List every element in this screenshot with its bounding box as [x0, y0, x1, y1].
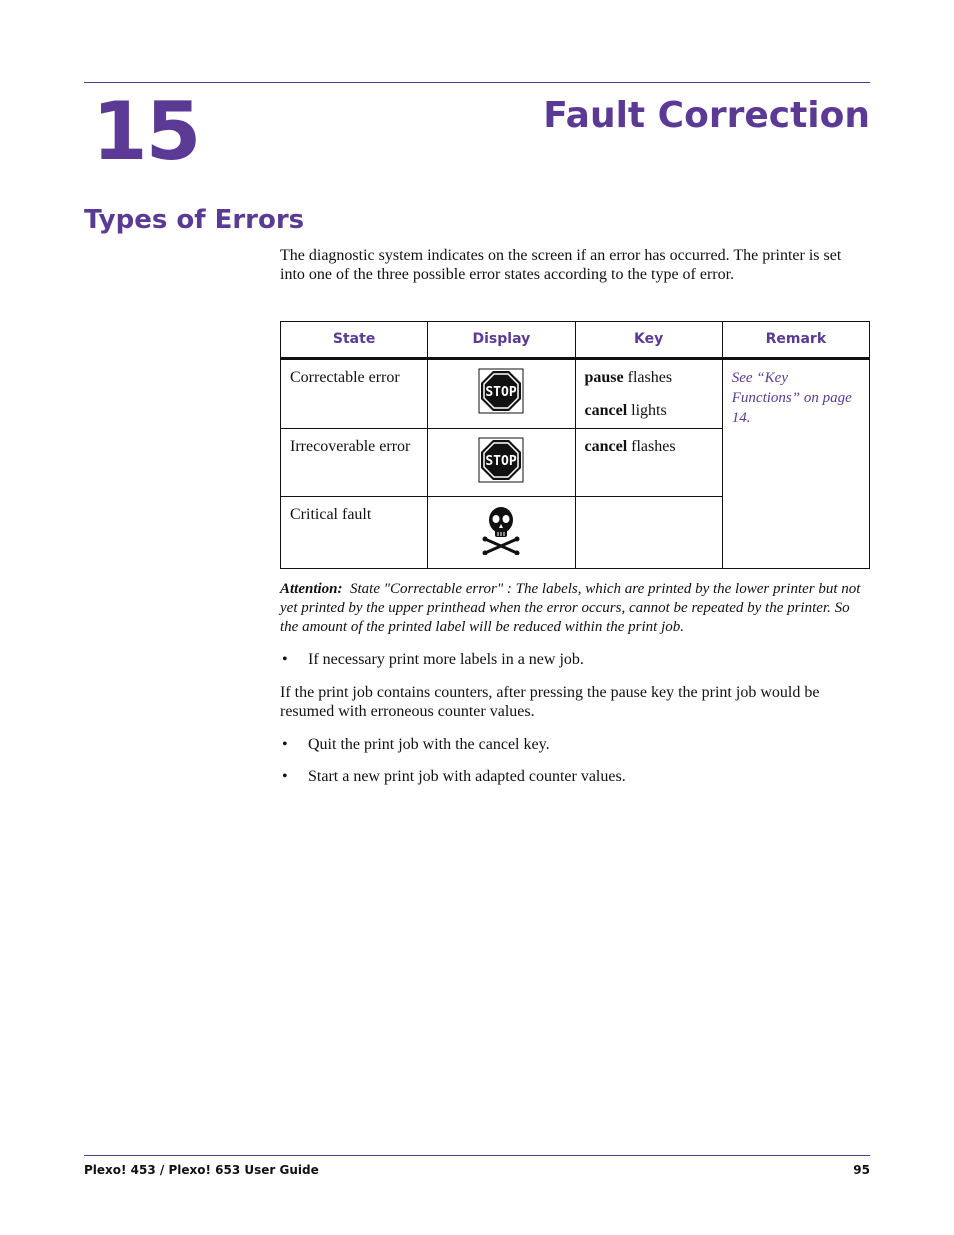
- display-cell: [428, 497, 575, 569]
- key-name: cancel: [584, 438, 628, 455]
- stop-sign-icon: [478, 368, 524, 414]
- remark-cell: [722, 359, 869, 569]
- chapter-number: 15: [92, 85, 200, 178]
- table-header-row: [281, 322, 870, 359]
- stop-label: STOP: [485, 385, 518, 400]
- section-title: Types of Errors: [84, 205, 305, 235]
- attention-text: State "Correctable error" : The labels, which are printed by the lower printer but not yet printed by the upper printhead when the error occurs, cannot be repeated by the printer. So the amount of the printed label will be reduced within the print job.: [280, 581, 861, 635]
- column-header-display: Display: [428, 322, 575, 359]
- key-line: [585, 401, 713, 420]
- key-name: pause: [584, 369, 624, 386]
- column-header-remark: Remark: [722, 322, 869, 359]
- stop-label: STOP: [485, 454, 518, 469]
- bullet-marker: •: [282, 651, 288, 668]
- remark-link[interactable]: See “Key Functions” on page 14.: [731, 370, 852, 426]
- key-name: cancel: [584, 402, 628, 419]
- chapter-title: Fault Correction: [543, 95, 870, 136]
- display-cell: [428, 429, 575, 497]
- stop-sign-icon: [478, 437, 524, 483]
- list-item: If necessary print more labels in a new job.: [308, 651, 584, 668]
- key-action: flashes: [627, 438, 676, 455]
- attention-label: Attention:: [280, 581, 343, 597]
- key-cell: [575, 497, 722, 569]
- skull-crossbones-icon: [481, 505, 521, 555]
- error-states-table: [280, 321, 870, 569]
- key-action: lights: [627, 402, 667, 419]
- key-cell: [575, 429, 722, 497]
- state-cell: Critical fault: [281, 497, 428, 569]
- list-item: Start a new print job with adapted counter values.: [308, 768, 626, 785]
- counter-paragraph: If the print job contains counters, after pressing the pause key the print job would be resumed with erroneous counter values.: [280, 684, 820, 720]
- column-header-state: State: [281, 322, 428, 359]
- bullet-marker: •: [282, 768, 288, 785]
- bullet-marker: •: [282, 736, 288, 753]
- footer-rule: [84, 1155, 870, 1156]
- key-line: [585, 368, 713, 387]
- attention-note: [280, 580, 870, 637]
- list-item: Quit the print job with the cancel key.: [308, 736, 550, 753]
- key-cell: [575, 359, 722, 429]
- footer-title: Plexo! 453 / Plexo! 653 User Guide: [84, 1163, 319, 1177]
- table-row: [281, 359, 870, 429]
- intro-paragraph: The diagnostic system indicates on the screen if an error has occurred. The printer is set into one of the three possible error states according to the type of error.: [280, 247, 842, 283]
- header-rule: [84, 82, 870, 83]
- key-action: flashes: [623, 369, 673, 386]
- state-cell: Correctable error: [281, 359, 428, 429]
- key-line: [585, 437, 713, 456]
- state-cell: Irrecoverable error: [281, 429, 428, 497]
- page-number: 95: [853, 1163, 870, 1177]
- display-cell: [428, 359, 575, 429]
- column-header-key: Key: [575, 322, 722, 359]
